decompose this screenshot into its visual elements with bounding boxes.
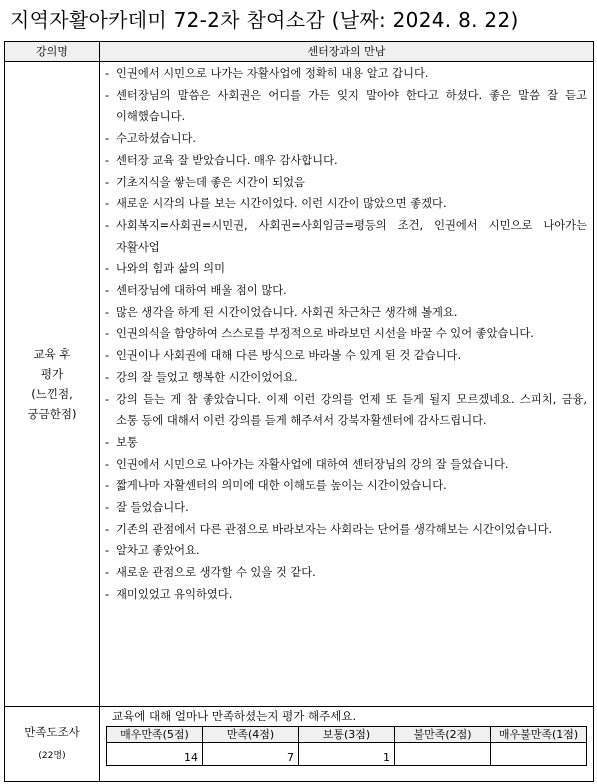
bullet-dash: - — [105, 88, 110, 102]
bullet-dash: - — [105, 544, 110, 558]
bullet-dash: - — [105, 67, 110, 80]
bullet-dash: - — [105, 370, 110, 384]
bullet-dash: - — [105, 305, 110, 319]
survey-value-very-satisfied: 14 — [107, 743, 203, 766]
feedback-item-text: 센터장님에 대하여 배울 점이 많다. — [116, 284, 287, 298]
feedback-item — [105, 519, 587, 541]
survey-col-dissatisfied: 불만족(2점) — [395, 727, 491, 743]
bullet-dash: - — [105, 153, 110, 167]
feedback-item-text: 재미있었고 유익하였다. — [116, 587, 233, 601]
feedback-item — [105, 475, 587, 497]
feedback-item — [105, 150, 587, 172]
bullet-dash: - — [105, 218, 110, 232]
feedback-item-text: 인권이나 사회권에 대해 다른 방식으로 바라볼 수 있게 된 것 같습니다. — [116, 349, 462, 363]
survey-values-row — [107, 743, 587, 766]
feedback-item-text: 센터장 교육 잘 받았습니다. 매우 감사합니다. — [116, 153, 338, 167]
bullet-dash: - — [105, 132, 110, 146]
survey-label-text: 만족도조사 — [24, 725, 80, 740]
feedback-item — [105, 389, 587, 432]
bullet-dash: - — [105, 392, 110, 406]
feedback-item — [105, 128, 587, 150]
survey-label — [5, 707, 100, 782]
feedback-item — [105, 258, 587, 280]
bullet-dash: - — [105, 262, 110, 276]
bullet-dash: - — [105, 349, 110, 363]
feedback-item-text: 보통 — [116, 435, 138, 449]
survey-value-neutral: 1 — [299, 743, 395, 766]
bullet-dash: - — [105, 522, 110, 536]
feedback-label-line: 평가 — [40, 367, 64, 382]
survey-value-satisfied: 7 — [203, 743, 299, 766]
survey-col-very-dissatisfied: 매우불만족(1점) — [491, 727, 587, 743]
feedback-item — [105, 540, 587, 562]
feedback-item — [105, 323, 587, 345]
feedback-item — [105, 85, 587, 128]
bullet-dash: - — [105, 327, 110, 341]
page-title: 지역자활아카데미 72-2차 참여소감 (날짜: 2024. 8. 22) — [10, 8, 519, 32]
feedback-item — [105, 172, 587, 194]
survey-col-very-satisfied: 매우만족(5점) — [107, 727, 203, 743]
bullet-dash: - — [105, 587, 110, 601]
feedback-item-text: 인권의식을 함양하여 스스로를 부정적으로 바라보던 시선을 바꿀 수 있어 좋았습니다. — [116, 327, 534, 341]
feedback-item-text: 많은 생각을 하게 된 시간이었습니다. 사회권 차근차근 생각해 볼게요. — [116, 305, 458, 319]
feedback-list — [100, 62, 594, 707]
feedback-label-line: 교육 후 — [33, 347, 71, 362]
bullet-dash: - — [105, 501, 110, 515]
bullet-dash: - — [105, 566, 110, 580]
feedback-item-text: 나와의 힘과 삶의 의미 — [116, 262, 225, 276]
survey-respondent-count: (22명) — [38, 751, 66, 762]
feedback-item-text: 잘 들었습니다. — [116, 501, 189, 515]
feedback-label-line: 궁금한점) — [27, 407, 77, 422]
bullet-dash: - — [105, 197, 110, 211]
feedback-item-text: 새로운 관점으로 생각할 수 있을 것 같다. — [116, 566, 316, 580]
feedback-item — [105, 63, 587, 85]
bullet-dash: - — [105, 175, 110, 189]
feedback-item — [105, 193, 587, 215]
survey-header-row — [107, 727, 587, 743]
feedback-table — [4, 41, 594, 782]
bullet-dash: - — [105, 479, 110, 493]
table-header-row — [5, 42, 594, 62]
feedback-label-line: (느낀점, — [31, 387, 73, 402]
feedback-item-text: 사회복지=사회권=시민권, 사회권=사회임금=평등의 조건, 인권에서 시민으로 나아가는 자활사업 — [116, 218, 587, 254]
feedback-item-text: 인권에서 시민으로 나아가는 자활사업에 대하여 센터장님의 강의 잘 들었습니다. — [116, 457, 509, 471]
survey-results-table — [106, 726, 587, 766]
feedback-item — [105, 497, 587, 519]
survey-value-very-dissatisfied — [491, 743, 587, 766]
survey-col-neutral: 보통(3점) — [299, 727, 395, 743]
survey-col-satisfied: 만족(4점) — [203, 727, 299, 743]
survey-value-dissatisfied — [395, 743, 491, 766]
feedback-item — [105, 584, 587, 606]
feedback-item-text: 새로운 시각의 나를 보는 시간이었다. 이런 시간이 많았으면 좋겠다. — [116, 197, 447, 211]
feedback-label — [5, 62, 100, 707]
header-lecture-name: 강의명 — [5, 42, 100, 62]
feedback-item — [105, 454, 587, 476]
header-lecture-title: 센터장과의 만남 — [100, 42, 594, 62]
feedback-item-text: 센터장님의 말씀은 사회권은 어디를 가든 잊지 말아야 한다고 하셨다. 좋은 말씀 잘 듣고 이해했습니다. — [116, 88, 587, 124]
bullet-dash: - — [105, 435, 110, 449]
bullet-dash: - — [105, 457, 110, 471]
feedback-item — [105, 302, 587, 324]
feedback-item-text: 강의 잘 들었고 행복한 시간이었어요. — [116, 370, 298, 384]
feedback-item — [105, 280, 587, 302]
survey-row — [5, 707, 594, 782]
feedback-item — [105, 367, 587, 389]
feedback-item-text: 알차고 좋았어요. — [116, 544, 200, 558]
feedback-item-text: 수고하셨습니다. — [116, 132, 196, 146]
feedback-item-text: 인권에서 시민으로 나가는 자활사업에 정확히 내용 알고 갑니다. — [116, 67, 429, 80]
feedback-item — [105, 345, 587, 367]
feedback-item-text: 강의 듣는 게 참 좋았습니다. 이제 이런 강의를 언제 또 듣게 될지 모르겠네요. 스피치, 금융, 소통 등에 대해서 이런 강의를 듣게 해주셔서 강북자활센터에 감사드립니다. — [116, 392, 587, 428]
feedback-item — [105, 562, 587, 584]
feedback-item-text: 기초지식을 쌓는데 좋은 시간이 되었음 — [116, 175, 305, 189]
feedback-item-text: 짧게나마 자활센터의 의미에 대한 이해도를 높이는 시간이었습니다. — [116, 479, 447, 493]
bullet-dash: - — [105, 284, 110, 298]
survey-cell — [100, 707, 594, 782]
feedback-row — [5, 62, 594, 707]
survey-prompt: 교육에 대해 얼마나 만족하셨는지 평가 해주세요. — [112, 709, 357, 724]
feedback-item — [105, 432, 587, 454]
feedback-item-text: 기존의 관점에서 다른 관점으로 바라보자는 사회라는 단어를 생각해보는 시간이었습니다. — [116, 522, 553, 536]
feedback-item — [105, 215, 587, 258]
